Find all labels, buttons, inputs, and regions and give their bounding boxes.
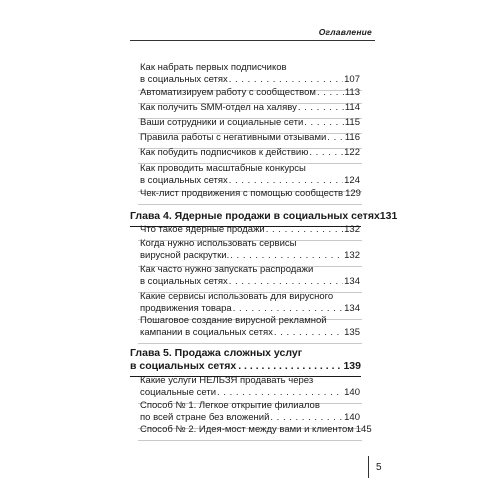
chapter-page: 131 bbox=[379, 210, 398, 222]
toc-entry-title: в социальных сетях bbox=[140, 276, 228, 287]
toc-entry-title: вирусной раскрутки. bbox=[140, 250, 230, 261]
toc-entry[interactable] bbox=[140, 375, 360, 399]
toc-entry-title: Правила работы с негативными отзывами bbox=[140, 132, 327, 143]
toc-entry-page: 114 bbox=[344, 102, 360, 113]
entry-separator bbox=[138, 204, 362, 205]
toc-entry-title: Способ № 2. Идея-мост между вами и клиентом bbox=[140, 424, 354, 435]
dot-leader bbox=[229, 276, 343, 288]
dot-leader bbox=[217, 387, 343, 399]
toc-entry-title: Как часто нужно запускать распродажи bbox=[140, 264, 314, 275]
toc-entry-title: Способ № 1. Легкое открытие филиалов bbox=[140, 400, 320, 411]
toc-entry-title: Как получить SMM-отдел на халяву bbox=[140, 102, 297, 113]
dot-leader bbox=[233, 303, 343, 315]
toc-entry-page: 132 bbox=[344, 224, 360, 235]
toc-entry-page: 140 bbox=[344, 387, 360, 398]
dot-leader bbox=[229, 74, 343, 86]
toc-entry[interactable] bbox=[140, 132, 360, 144]
toc-entry-title: Как набрать первых подписчиков bbox=[140, 62, 287, 73]
page-number: 5 bbox=[376, 462, 382, 473]
dot-leader bbox=[317, 87, 344, 99]
toc-entry-title: Автоматизируем работу с сообществом bbox=[140, 87, 316, 98]
toc-entry[interactable] bbox=[140, 315, 360, 339]
dot-leader bbox=[270, 412, 343, 424]
entry-separator bbox=[138, 343, 362, 344]
toc-entry-title: продвижения товара bbox=[140, 303, 232, 314]
entry-separator bbox=[138, 440, 362, 441]
dot-leader bbox=[298, 102, 344, 114]
chapter-4-heading[interactable] bbox=[130, 210, 398, 223]
toc-entry[interactable] bbox=[140, 291, 360, 315]
dot-leader bbox=[327, 132, 344, 144]
chapter-title: в социальных сетях bbox=[130, 360, 237, 372]
toc-entry[interactable] bbox=[140, 238, 360, 262]
toc-entry-page: 116 bbox=[344, 132, 360, 143]
toc-entry[interactable] bbox=[140, 62, 360, 86]
dot-leader bbox=[266, 224, 343, 236]
toc-entry-title: Что такое ядерные продажи bbox=[140, 224, 265, 235]
toc-entry[interactable] bbox=[140, 147, 360, 159]
toc-entry-title: Как проводить масштабные конкурсы bbox=[140, 163, 306, 174]
toc-entry-page: 124 bbox=[344, 175, 360, 186]
dot-leader bbox=[274, 327, 343, 339]
dot-leader bbox=[230, 250, 343, 262]
toc-entry-title: Какие сервисы использовать для вирусного bbox=[140, 291, 334, 302]
toc-entry[interactable] bbox=[140, 102, 360, 114]
toc-entry[interactable] bbox=[140, 117, 360, 129]
toc-entry-page: 145 bbox=[355, 424, 372, 435]
dot-leader bbox=[229, 175, 343, 187]
dot-leader bbox=[238, 360, 341, 373]
toc-entry[interactable] bbox=[140, 424, 372, 436]
toc-entry-page: 122 bbox=[344, 147, 360, 158]
toc-entry-title: Ваши сотрудники и социальные сети bbox=[140, 117, 304, 128]
toc-entry-page: 113 bbox=[344, 87, 360, 98]
folio-rule bbox=[368, 456, 369, 478]
toc-entry[interactable] bbox=[140, 163, 360, 187]
toc-entry-page: 134 bbox=[344, 276, 360, 287]
toc-entry-title: в социальных сетях bbox=[140, 175, 228, 186]
toc-entry[interactable] bbox=[140, 87, 360, 99]
chapter-title: Глава 5. Продажа сложных услуг bbox=[130, 347, 303, 359]
chapter-5-heading[interactable] bbox=[130, 347, 361, 373]
toc-entry-title: кампании в социальных сетях bbox=[140, 327, 273, 338]
running-head: Оглавление bbox=[318, 27, 372, 37]
toc-entry-page: 140 bbox=[344, 412, 360, 423]
toc-entry[interactable] bbox=[140, 188, 360, 200]
toc-entry-title: Как побудить подписчиков к действию bbox=[140, 147, 309, 158]
toc-entry-page: 129 bbox=[345, 188, 361, 199]
chapter-page: 139 bbox=[343, 360, 361, 372]
toc-entry-title: социальные сети bbox=[140, 387, 217, 398]
toc-entry-page: 107 bbox=[344, 74, 360, 85]
toc-entry-title: Чек-лист продвижения с помощью сообществ bbox=[140, 188, 344, 199]
toc-entry-page: 135 bbox=[344, 327, 360, 338]
toc-entry-page: 115 bbox=[344, 117, 360, 128]
toc-entry-page: 132 bbox=[344, 250, 360, 261]
toc-entry-title: по всей стране без вложений bbox=[140, 412, 270, 423]
toc-entry-page: 134 bbox=[344, 303, 360, 314]
toc-entry-title: Когда нужно использовать сервисы bbox=[140, 238, 297, 249]
toc-entry[interactable] bbox=[140, 224, 360, 236]
dot-leader bbox=[309, 147, 343, 159]
toc-entry-title: Какие услуги НЕЛЬЗЯ продавать через bbox=[140, 375, 314, 386]
toc-entry[interactable] bbox=[140, 264, 360, 288]
toc-entry-title: в социальных сетях bbox=[140, 74, 228, 85]
toc-entry-title: Пошаговое создание вирусной рекламной bbox=[140, 315, 327, 326]
dot-leader bbox=[304, 117, 344, 129]
chapter-title: Глава 4. Ядерные продажи в социальных сетях bbox=[130, 210, 380, 222]
toc-entry[interactable] bbox=[140, 400, 360, 424]
